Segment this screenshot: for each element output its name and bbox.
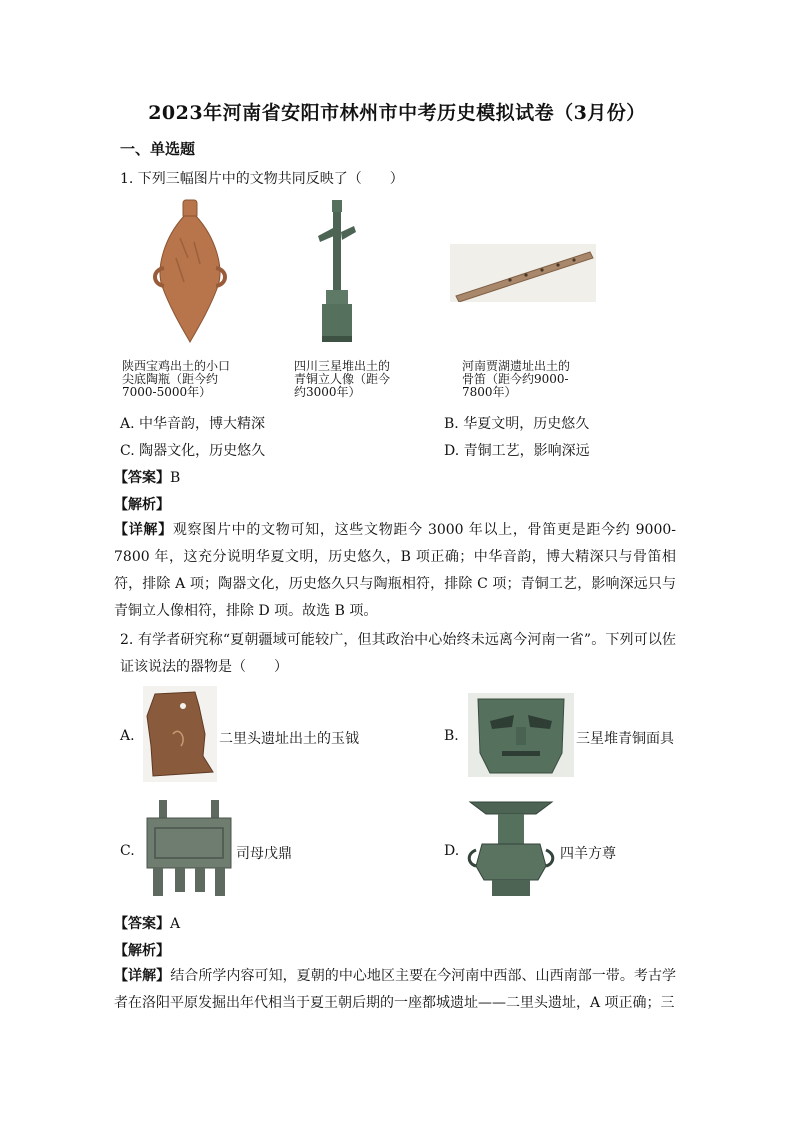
mask-mouth	[502, 751, 540, 756]
figure-head	[332, 200, 342, 212]
q2-answer-row	[114, 913, 180, 933]
q1-answer-row	[114, 467, 180, 487]
caption-bone-flute	[462, 360, 612, 399]
four-ram-zun-image[interactable]	[466, 800, 556, 898]
flute-hole-1	[508, 278, 511, 281]
q1-option-a[interactable]: A. 中华音韵，博大精深	[120, 416, 266, 432]
q1-option-c[interactable]: C. 陶器文化，历史悠久	[120, 443, 266, 459]
zun-foot	[492, 880, 530, 896]
q2-detail-text: 结合所学内容可知，夏朝的中心地区主要在今河南中西部、山西南部一带。考古学者在洛阳平原发掘出年代相当于夏王朝后期的一座都城遗址——二里头遗址，A 项正确；三	[114, 968, 677, 1011]
mask-nose	[516, 727, 526, 745]
q2-option-b-label[interactable]: 三星堆青铜面具	[576, 731, 674, 747]
section-heading: 一、单选题	[120, 140, 196, 158]
ding-leg-2	[175, 868, 185, 892]
flute-hole-2	[524, 273, 527, 276]
q2-option-a-label[interactable]: 二里头遗址出土的玉钺	[219, 731, 359, 747]
flute-hole-4	[556, 263, 559, 266]
caption-line: 7000-5000年）	[122, 385, 212, 399]
q2-option-b-letter[interactable]: B.	[444, 728, 459, 744]
caption-line: 尖底陶瓶（距今约	[122, 372, 219, 386]
pottery-bottle-image	[150, 198, 230, 344]
figure-pedestal-top	[326, 290, 348, 304]
q1-analysis-tag: 【解析】	[114, 497, 170, 513]
jade-axe-image[interactable]	[143, 686, 217, 782]
ding-body	[147, 818, 231, 868]
bottle-neck	[183, 200, 197, 218]
page-title: 2023年河南省安阳市林州市中考历史模拟试卷（3月份）	[148, 102, 646, 124]
q1-detail-paragraph	[114, 517, 676, 625]
question-2-stem: 2. 有学者研究称“夏朝疆域可能较广，但其政治中心始终未远离今河南一省”。下列可以佐证该说法的器物是（ ）	[120, 632, 676, 675]
q1-detail-text: 观察图片中的文物可知，这些文物距今 3000 年以上，骨笛更是距今约 9000-7800 年，这充分说明华夏文明，历史悠久，B 项正确；中华音韵，博大精深只与骨笛相符，排除 A 项；陶器文化，历史悠久只与陶瓶相符，排除 C 项；青铜工艺，影响深远只与青铜立人像相符，排除 D 项。故选 B 项。	[114, 522, 677, 619]
figure-pedestal-base	[322, 304, 352, 340]
caption-line: 四川三星堆出土的	[294, 359, 391, 373]
answer-tag: 【答案】	[114, 470, 170, 486]
ding-ear-left	[159, 800, 167, 820]
bronze-mask-image[interactable]	[468, 693, 574, 777]
jade-axe-hole	[180, 703, 186, 709]
figure-body	[333, 212, 341, 290]
zun-belly	[476, 844, 546, 880]
q2-option-c-label[interactable]: 司母戊鼎	[236, 846, 292, 862]
detail-tag: 【详解】	[114, 968, 171, 984]
flute-hole-5	[572, 258, 575, 261]
q1-answer-value: B	[170, 470, 181, 486]
q2-option-a-letter[interactable]: A.	[120, 728, 135, 744]
q1-option-d[interactable]: D. 青铜工艺，影响深远	[444, 443, 590, 459]
answer-tag: 【答案】	[114, 916, 170, 932]
caption-line: 陕西宝鸡出土的小口	[122, 359, 231, 373]
figure-pedestal-foot	[322, 336, 352, 342]
bronze-figure-image	[312, 198, 362, 344]
caption-line: 约3000年）	[294, 385, 361, 399]
caption-line: 青铜立人像（距今	[294, 372, 391, 386]
q2-analysis-tag: 【解析】	[114, 943, 170, 959]
ding-leg-3	[195, 868, 205, 892]
question-1-stem: 1. 下列三幅图片中的文物共同反映了（ ）	[120, 171, 404, 187]
ding-ear-right	[211, 800, 219, 820]
detail-tag: 【详解】	[114, 522, 173, 538]
q2-option-d-label[interactable]: 四羊方尊	[560, 846, 616, 862]
caption-bronze-figure	[294, 360, 434, 399]
q2-detail-paragraph	[114, 963, 676, 1017]
caption-line: 7800年）	[462, 385, 517, 399]
q2-option-c-letter[interactable]: C.	[120, 843, 135, 859]
caption-pottery-bottle	[122, 360, 262, 399]
q2-option-d-letter[interactable]: D.	[444, 843, 460, 859]
q1-option-b[interactable]: B. 华夏文明，历史悠久	[444, 416, 590, 432]
ding-leg-4	[215, 868, 225, 896]
simuwu-ding-image[interactable]	[143, 798, 235, 898]
zun-neck	[498, 814, 524, 844]
bottle-body	[160, 216, 220, 342]
caption-line: 河南贾湖遗址出土的	[462, 359, 571, 373]
zun-mouth	[470, 802, 552, 814]
caption-line: 骨笛（距今约9000-	[462, 372, 569, 386]
flute-hole-3	[540, 268, 543, 271]
bone-flute-image	[450, 244, 596, 302]
q2-answer-value: A	[170, 916, 181, 932]
ding-leg-1	[153, 868, 163, 896]
